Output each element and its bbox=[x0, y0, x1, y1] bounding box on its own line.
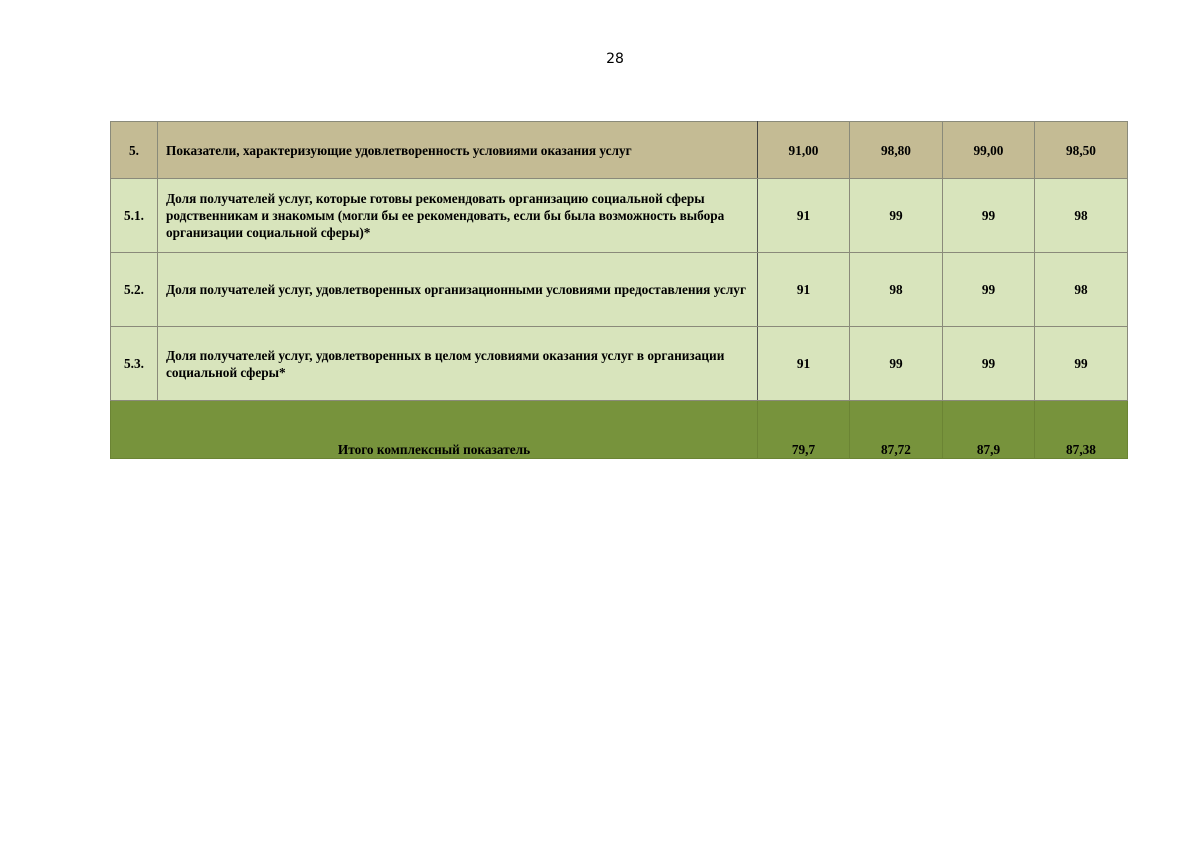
value-cell: 98 bbox=[850, 253, 943, 327]
value-cell: 91,00 bbox=[758, 122, 850, 179]
row-number: 5.2. bbox=[111, 253, 158, 327]
value-cell: 99 bbox=[850, 327, 943, 401]
row-label: Доля получателей услуг, удовлетворенных организационными условиями предоставления услуг bbox=[158, 253, 758, 327]
row-number: 5. bbox=[111, 122, 158, 179]
total-label: Итого комплексный показатель bbox=[111, 401, 758, 459]
value-cell: 99 bbox=[1035, 327, 1128, 401]
value-cell: 91 bbox=[758, 253, 850, 327]
value-cell: 98 bbox=[1035, 179, 1128, 253]
value-cell: 99 bbox=[943, 179, 1035, 253]
value-cell: 99 bbox=[943, 327, 1035, 401]
row-number: 5.3. bbox=[111, 327, 158, 401]
page-number: 28 bbox=[606, 51, 624, 67]
table-row-5-2 bbox=[111, 253, 1128, 327]
row-number: 5.1. bbox=[111, 179, 158, 253]
table-row-section-5 bbox=[111, 122, 1128, 179]
total-value-cell: 87,9 bbox=[943, 401, 1035, 459]
row-label: Показатели, характеризующие удовлетворенность условиями оказания услуг bbox=[158, 122, 758, 179]
indicators-table bbox=[110, 121, 1128, 459]
value-cell: 99,00 bbox=[943, 122, 1035, 179]
total-value-cell: 87,72 bbox=[850, 401, 943, 459]
row-label: Доля получателей услуг, которые готовы рекомендовать организацию социальной сферы родственникам и знакомым (могли бы ее рекомендовать, если бы была возможность выбора организации социальной сферы)* bbox=[158, 179, 758, 253]
table-row-5-1 bbox=[111, 179, 1128, 253]
value-cell: 99 bbox=[943, 253, 1035, 327]
value-cell: 98 bbox=[1035, 253, 1128, 327]
total-value-cell: 87,38 bbox=[1035, 401, 1128, 459]
row-label: Доля получателей услуг, удовлетворенных в целом условиями оказания услуг в организации социальной сферы* bbox=[158, 327, 758, 401]
table-row-total bbox=[111, 401, 1128, 459]
value-cell: 99 bbox=[850, 179, 943, 253]
value-cell: 98,80 bbox=[850, 122, 943, 179]
value-cell: 91 bbox=[758, 179, 850, 253]
value-cell: 91 bbox=[758, 327, 850, 401]
table-row-5-3 bbox=[111, 327, 1128, 401]
total-value-cell: 79,7 bbox=[758, 401, 850, 459]
value-cell: 98,50 bbox=[1035, 122, 1128, 179]
